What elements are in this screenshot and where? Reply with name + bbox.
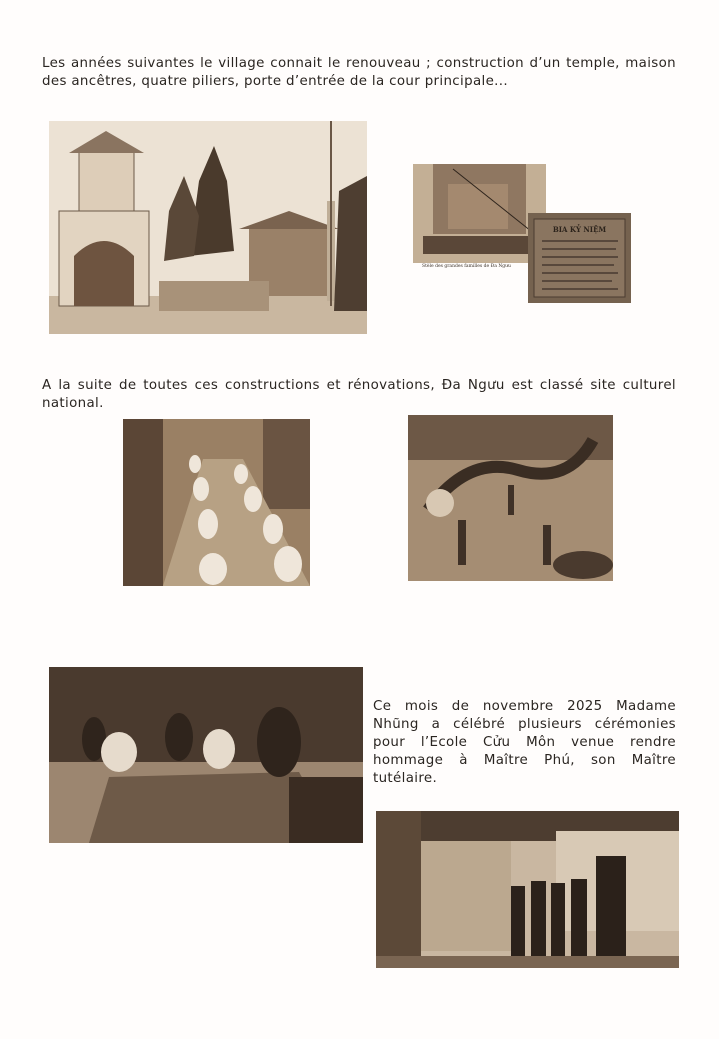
photo-temple-gate: [49, 121, 367, 334]
photo-temple-salute: [376, 811, 679, 968]
photo-ceremony: [49, 667, 363, 843]
paragraph-renouveau: Les années suivantes le village connait le renouveau ; construction d’un temple, maison des ancêtres, quatre piliers, porte d’entrée de la cour principale...: [42, 56, 676, 89]
photo-dragon-dance: [408, 415, 613, 581]
paragraph-site-culturel: A la suite de toutes ces constructions et rénovations, Đa Ngưu est classé site culturel national.: [42, 378, 676, 411]
photo-altar: [413, 164, 546, 263]
photo-stele: [528, 213, 631, 303]
stele-caption: Stèle des grandes familles de Đa Ngưu: [422, 264, 511, 269]
stele-title: BIA KỶ NIỆM: [552, 225, 607, 234]
paragraph-ceremonies: Ce mois de novembre 2025 Madame Nhũng a célébré plusieurs cérémonies pour l’Ecole Cửu Môn venue rendre hommage à Maître Phú, son Maître tutélaire.: [373, 699, 676, 786]
photo-procession: [123, 419, 310, 586]
